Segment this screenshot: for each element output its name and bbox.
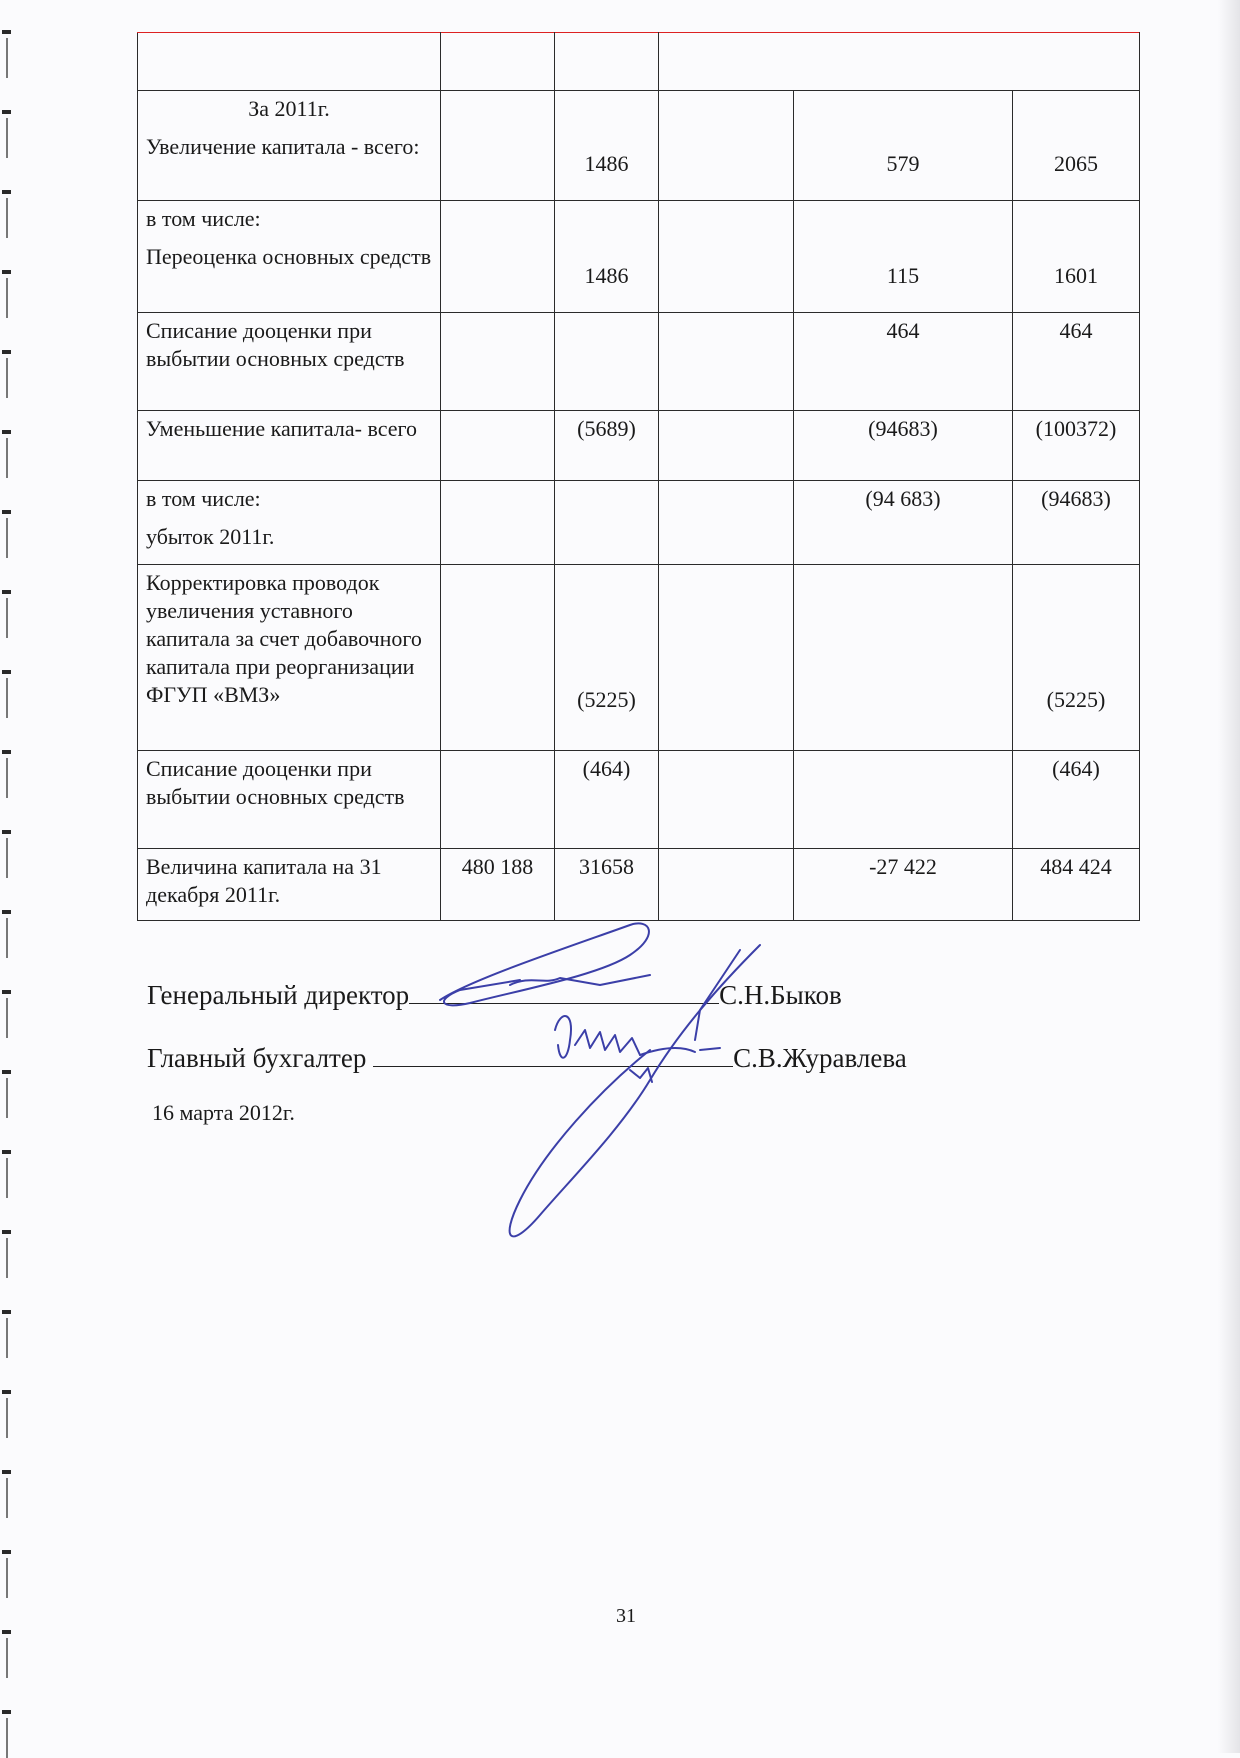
label-text: Величина капитала на 31 декабря 2011г. xyxy=(146,854,382,907)
binding-wire xyxy=(6,518,8,558)
header-cell xyxy=(441,33,555,91)
cell-c1 xyxy=(441,201,555,313)
binding-wire xyxy=(6,198,8,238)
signature-underline xyxy=(373,1040,733,1067)
cell-c4: (94 683) xyxy=(794,481,1013,565)
page-number: 31 xyxy=(616,1605,636,1627)
binding-wire xyxy=(6,1398,8,1438)
cell-c2: (464) xyxy=(555,751,659,849)
spiral-binding xyxy=(0,0,14,1753)
cell-c1: 480 188 xyxy=(441,849,555,921)
binding-hole xyxy=(2,670,11,674)
document-date: 16 марта 2012г. xyxy=(152,1100,295,1125)
binding-hole xyxy=(2,1470,11,1474)
binding-hole xyxy=(2,110,11,114)
row-label xyxy=(138,201,441,313)
cell-c3 xyxy=(659,91,794,201)
cell-c3 xyxy=(659,849,794,921)
table-row xyxy=(138,313,1140,411)
binding-hole xyxy=(2,590,11,594)
header-cell xyxy=(138,33,441,91)
cell-c1 xyxy=(441,481,555,565)
binding-wire xyxy=(6,278,8,318)
binding-wire xyxy=(6,38,8,78)
cell-c2: 1486 xyxy=(555,201,659,313)
cell-c3 xyxy=(659,313,794,411)
label-text: убыток 2011г. xyxy=(146,524,275,549)
binding-hole xyxy=(2,1710,11,1714)
cell-c3 xyxy=(659,565,794,751)
label-text: Списание дооценки при выбытии основных средств xyxy=(146,756,405,809)
binding-wire xyxy=(6,838,8,878)
cell-c4 xyxy=(794,565,1013,751)
binding-wire xyxy=(6,1558,8,1598)
table-row xyxy=(138,751,1140,849)
binding-hole xyxy=(2,1310,11,1314)
table-row-total xyxy=(138,849,1140,921)
accountant-signature-line xyxy=(147,1040,907,1075)
row-label xyxy=(138,411,441,481)
cell-c1 xyxy=(441,411,555,481)
director-signature-line xyxy=(147,977,842,1012)
signature-underline xyxy=(409,977,719,1004)
binding-wire xyxy=(6,1158,8,1198)
binding-wire xyxy=(6,438,8,478)
cell-c4: 115 xyxy=(794,201,1013,313)
accountant-title: Главный бухгалтер xyxy=(147,1043,367,1073)
binding-hole xyxy=(2,910,11,914)
cell-c3 xyxy=(659,751,794,849)
cell-c1 xyxy=(441,313,555,411)
binding-wire xyxy=(6,1238,8,1278)
cell-c2 xyxy=(555,481,659,565)
label-text: Уменьшение капитала- всего xyxy=(146,416,417,441)
cell-c5: (5225) xyxy=(1013,565,1140,751)
binding-wire xyxy=(6,1478,8,1518)
director-title: Генеральный директор xyxy=(147,980,410,1010)
table-row xyxy=(138,411,1140,481)
binding-hole xyxy=(2,990,11,994)
cell-c5: 484 424 xyxy=(1013,849,1140,921)
binding-wire xyxy=(6,1318,8,1358)
row-label xyxy=(138,751,441,849)
cell-c5: (100372) xyxy=(1013,411,1140,481)
binding-hole xyxy=(2,510,11,514)
binding-hole xyxy=(2,190,11,194)
cell-c4: (94683) xyxy=(794,411,1013,481)
period-label: За 2011г. xyxy=(248,96,330,121)
row-label xyxy=(138,91,441,201)
binding-hole xyxy=(2,1550,11,1554)
cell-c2 xyxy=(555,313,659,411)
binding-hole xyxy=(2,830,11,834)
binding-wire xyxy=(6,678,8,718)
cell-c5: 464 xyxy=(1013,313,1140,411)
cell-c1 xyxy=(441,91,555,201)
binding-hole xyxy=(2,1070,11,1074)
accountant-name: С.В.Журавлева xyxy=(733,1043,907,1073)
table-row xyxy=(138,201,1140,313)
binding-hole xyxy=(2,750,11,754)
binding-wire xyxy=(6,1718,8,1758)
binding-wire xyxy=(6,758,8,798)
capital-changes-table xyxy=(137,32,1140,921)
binding-wire xyxy=(6,598,8,638)
cell-c5: 2065 xyxy=(1013,91,1140,201)
header-cell xyxy=(659,33,1140,91)
binding-wire xyxy=(6,358,8,398)
row-label xyxy=(138,849,441,921)
table-row xyxy=(138,91,1140,201)
binding-hole xyxy=(2,270,11,274)
page-edge-shadow xyxy=(1218,0,1240,1753)
cell-c5: 1601 xyxy=(1013,201,1140,313)
cell-c2: (5689) xyxy=(555,411,659,481)
binding-hole xyxy=(2,350,11,354)
row-label xyxy=(138,565,441,751)
table-header-row xyxy=(138,33,1140,91)
binding-wire xyxy=(6,118,8,158)
label-text: Увеличение капитала - всего: xyxy=(146,134,420,159)
binding-hole xyxy=(2,30,11,34)
cell-c2: 31658 xyxy=(555,849,659,921)
label-text: Корректировка проводок увеличения уставного капитала за счет добавочного капитала при реорганизации ФГУП «ВМЗ» xyxy=(146,570,422,707)
table-row xyxy=(138,565,1140,751)
cell-c4: 579 xyxy=(794,91,1013,201)
binding-wire xyxy=(6,998,8,1038)
cell-c3 xyxy=(659,201,794,313)
cell-c1 xyxy=(441,565,555,751)
cell-c4 xyxy=(794,751,1013,849)
label-text: в том числе: xyxy=(146,206,261,231)
binding-hole xyxy=(2,430,11,434)
cell-c3 xyxy=(659,481,794,565)
binding-hole xyxy=(2,1390,11,1394)
binding-hole xyxy=(2,1230,11,1234)
binding-hole xyxy=(2,1150,11,1154)
cell-c2: (5225) xyxy=(555,565,659,751)
label-text: Списание дооценки при выбытии основных средств xyxy=(146,318,405,371)
label-text: в том числе: xyxy=(146,486,261,511)
binding-wire xyxy=(6,918,8,958)
cell-c4: 464 xyxy=(794,313,1013,411)
table-row xyxy=(138,481,1140,565)
binding-wire xyxy=(6,1638,8,1678)
cell-c2: 1486 xyxy=(555,91,659,201)
director-name: С.Н.Быков xyxy=(719,980,842,1010)
cell-c5: (94683) xyxy=(1013,481,1140,565)
row-label xyxy=(138,313,441,411)
label-text: Переоценка основных средств xyxy=(146,244,432,269)
binding-hole xyxy=(2,1630,11,1634)
row-label xyxy=(138,481,441,565)
cell-c1 xyxy=(441,751,555,849)
binding-wire xyxy=(6,1078,8,1118)
cell-c4: -27 422 xyxy=(794,849,1013,921)
header-cell xyxy=(555,33,659,91)
cell-c5: (464) xyxy=(1013,751,1140,849)
cell-c3 xyxy=(659,411,794,481)
